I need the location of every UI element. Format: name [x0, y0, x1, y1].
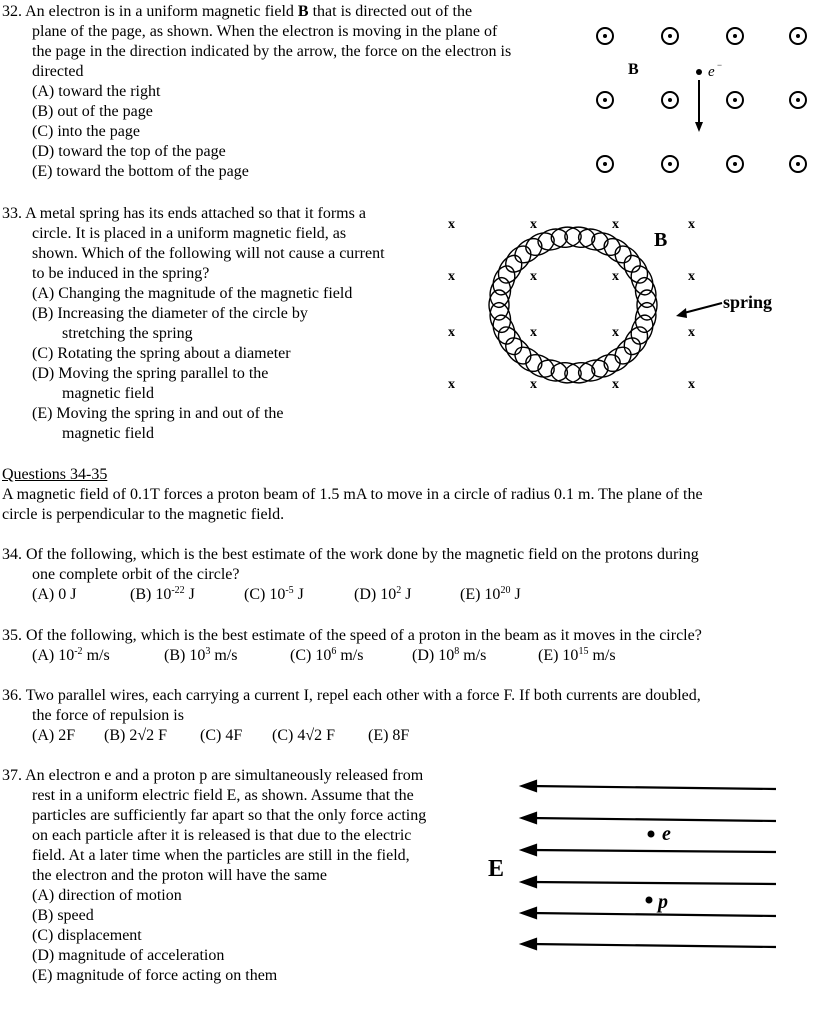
q34-35-text-1: A magnetic field of 0.1T forces a proton beam of 1.5 mA to move in a circle of radius 0.1 m. The plane of the: [2, 486, 703, 503]
q32-line-3: the page in the direction indicated by the arrow, the force on the electron is: [32, 43, 512, 60]
q32-line-4: directed: [32, 63, 84, 80]
q33-choice-e-cont: magnetic field: [62, 425, 154, 442]
q37-choice-e[interactable]: (E) magnitude of force acting on them: [32, 967, 278, 984]
q32-text: 32. An electron is in a uniform magnetic field: [2, 3, 298, 20]
svg-text:x: x: [530, 325, 537, 340]
q32-choice-b[interactable]: (B) out of the page: [32, 103, 153, 120]
q33-spring-figure: [440, 208, 790, 408]
q37-electric-field-figure: [486, 776, 796, 966]
proton-dot: [646, 897, 653, 904]
q32-fig-label-B: B: [628, 61, 639, 78]
q37-fig-label-E: E: [488, 856, 505, 882]
q33-fig-label-spring: spring: [723, 292, 773, 312]
q32-fig-label-e: e: [708, 64, 715, 80]
q37-fig-label-p: p: [658, 891, 668, 913]
field-line-arrows: [522, 781, 776, 949]
q32-line-1: [2, 2, 472, 22]
q36-choice-c[interactable]: (C) 4F: [200, 727, 243, 744]
q33-choice-e[interactable]: (E) Moving the spring in and out of the: [32, 405, 284, 422]
q37-choice-b[interactable]: (B) speed: [32, 907, 94, 924]
q32-line-2: plane of the page, as shown. When the electron is moving in the plane of: [32, 23, 498, 40]
svg-text:x: x: [688, 325, 695, 340]
q35-choice-d[interactable]: (D) $10^8$ m/s: [412, 646, 487, 664]
svg-text:x: x: [612, 377, 619, 392]
q33-choice-d-cont: magnetic field: [62, 385, 154, 402]
q35-choice-e[interactable]: (E) $10^{15}$ m/s: [538, 646, 616, 664]
electron-dot: [696, 69, 702, 75]
q37-choice-d[interactable]: (D) magnitude of acceleration: [32, 947, 225, 964]
svg-text:x: x: [530, 377, 537, 392]
q32-magnetic-field-figure: [590, 20, 816, 180]
q37-line-2: rest in a uniform electric field E, as shown. Assume that the: [32, 787, 414, 804]
q37-choice-a[interactable]: (A) direction of motion: [32, 887, 182, 904]
q33-choice-c[interactable]: (C) Rotating the spring about a diameter: [32, 345, 291, 362]
q36-line-1: 36. Two parallel wires, each carrying a current I, repel each other with a force F. If both currents are doubled,: [2, 687, 701, 704]
spring-pointer-arrow-icon: [676, 303, 722, 318]
q37-choice-c[interactable]: (C) displacement: [32, 927, 142, 944]
down-arrow-icon: [695, 80, 703, 132]
out-of-page-dot-icons: [597, 28, 806, 172]
svg-text:x: x: [612, 217, 619, 232]
q32-text-tail: that is directed out of the: [308, 3, 473, 20]
q33-line-1: 33. A metal spring has its ends attached so that it forms a: [2, 205, 366, 222]
q35-choice-a[interactable]: (A) $10^{-2}$ m/s: [32, 646, 110, 664]
q34-line-1: 34. Of the following, which is the best estimate of the work done by the magnetic field on the protons during: [2, 546, 699, 563]
q33-line-4: to be induced in the spring?: [32, 265, 210, 282]
q32-choice-a[interactable]: (A) toward the right: [32, 83, 161, 100]
spring-coil-loop: [600, 342, 636, 376]
q32-bold-B: B: [297, 3, 309, 20]
svg-text:x: x: [688, 377, 695, 392]
svg-text:x: x: [688, 269, 695, 284]
svg-text:x: x: [530, 217, 537, 232]
q32-choice-c[interactable]: (C) into the page: [32, 123, 140, 140]
spring-coil-ring: [488, 226, 659, 384]
q35-line-1: 35. Of the following, which is the best estimate of the speed of a proton in the beam as it moves in the circle?: [2, 627, 702, 644]
q36-line-2: the force of repulsion is: [32, 707, 184, 724]
electron-dot: [648, 831, 655, 838]
spring-coil-loop: [510, 234, 546, 268]
q34-choice-b[interactable]: (B) $10^{-22}$ J: [130, 585, 195, 603]
q37-line-3: particles are sufficiently far apart so that the only force acting: [32, 807, 427, 824]
q32-choice-d[interactable]: (D) toward the top of the page: [32, 143, 226, 160]
q34-line-2: one complete orbit of the circle?: [32, 566, 240, 583]
q36-choice-e[interactable]: (E) 8F: [368, 727, 410, 744]
q33-line-3: shown. Which of the following will not cause a current: [32, 245, 385, 262]
q35-choice-b[interactable]: (B) $10^3$ m/s: [164, 646, 238, 664]
q35-choice-c[interactable]: (C) $10^6$ m/s: [290, 646, 364, 664]
q37-line-6: the electron and the proton will have the same: [32, 867, 328, 884]
q34-choice-d[interactable]: (D) $10^2$ J: [354, 585, 412, 603]
q33-choice-b-cont: stretching the spring: [62, 325, 193, 342]
q37-line-1: 37. An electron e and a proton p are simultaneously released from: [2, 767, 424, 784]
svg-text:x: x: [448, 377, 455, 392]
q37-line-4: on each particle after it is released is that due to the electric: [32, 827, 412, 844]
spring-coil-loop: [619, 251, 652, 287]
svg-text:x: x: [448, 269, 455, 284]
q36-choice-b[interactable]: (B) 2√2 F: [104, 727, 168, 744]
q33-choice-d[interactable]: (D) Moving the spring parallel to the: [32, 365, 269, 382]
q34-35-header: Questions 34-35: [2, 466, 108, 483]
q34-choice-a[interactable]: (A) 0 J: [32, 586, 77, 603]
q36-choice-d[interactable]: (C) 4√2 F: [272, 727, 336, 744]
svg-text:x: x: [688, 217, 695, 232]
svg-text:x: x: [612, 269, 619, 284]
q33-fig-label-B: B: [654, 229, 668, 251]
q33-choice-b[interactable]: (B) Increasing the diameter of the circle by: [32, 305, 308, 322]
svg-text:x: x: [448, 217, 455, 232]
q33-choice-a[interactable]: (A) Changing the magnitude of the magnetic field: [32, 285, 353, 302]
q32-choice-e[interactable]: (E) toward the bottom of the page: [32, 163, 249, 180]
q33-line-2: circle. It is placed in a uniform magnetic field, as: [32, 225, 347, 242]
q34-35-text-2: circle is perpendicular to the magnetic field.: [2, 506, 285, 523]
q37-line-5: field. At a later time when the particles are still in the field,: [32, 847, 410, 864]
q32-fig-label-e-sup: −: [717, 60, 723, 70]
q36-choice-a[interactable]: (A) 2F: [32, 727, 76, 744]
q34-choice-e[interactable]: (E) $10^{20}$ J: [460, 585, 521, 603]
svg-text:x: x: [530, 269, 537, 284]
svg-text:x: x: [448, 325, 455, 340]
svg-text:x: x: [612, 325, 619, 340]
spring-coil-loop: [494, 323, 527, 359]
q34-choice-c[interactable]: (C) $10^{-5}$ J: [244, 585, 304, 603]
q37-fig-label-e: e: [662, 823, 671, 845]
